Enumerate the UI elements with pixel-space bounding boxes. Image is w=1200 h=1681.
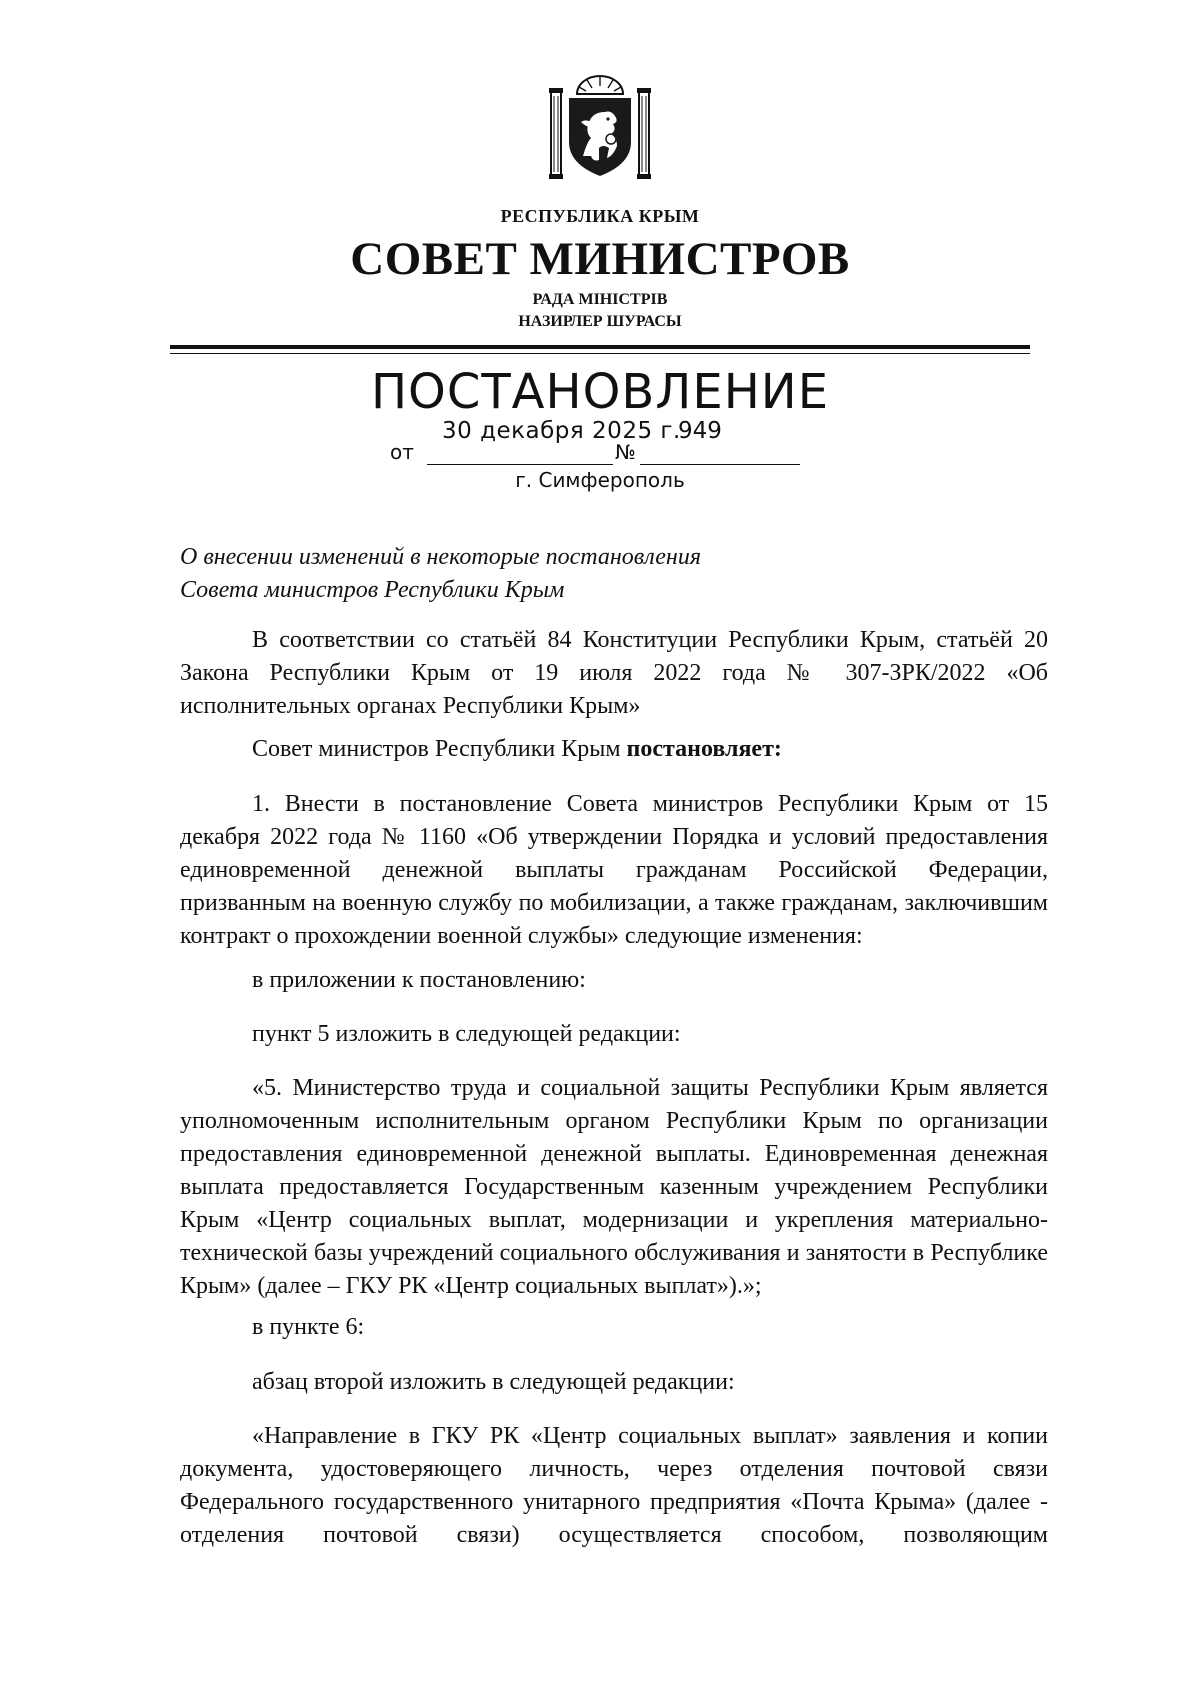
decides-text: Совет министров Республики Крым [252, 736, 627, 762]
number-label: № [615, 440, 636, 464]
number-underline [640, 464, 800, 465]
paragraph-2-text: «Направление в ГКУ РК «Центр социальных выплат» заявления и копии документа, удостоверяющего личность, через отделения почтовой связи Федерального государственного унитарного предприятия «Почта Крыма» (далее - отделения почтовой связи) осуществляется способом, позволяющим [180, 1423, 1048, 1548]
council-name-ukrainian: РАДА МІНІСТРІВ [532, 291, 668, 308]
date-underline [427, 464, 613, 465]
header-divider-thick [170, 345, 1030, 349]
point-6-paragraph: в пункте 6: [252, 1314, 365, 1340]
point-5-text-paragraph: «5. Министерство труда и социальной защиты Республики Крым является уполномоченным исполнительным органом Республики Крым по организации предоставления единовременной денежной выплаты. Единовременная денежная выплата предоставляется Государственным казенным учреждением Республики Крым «Центр социальных выплат, модернизации и укрепления материально-технической базы учреждений социального обслуживания и занятости в Республике Крым» (далее – ГКУ РК «Центр социальных выплат»).»; [180, 1075, 1048, 1299]
paragraph-2-intro: абзац второй изложить в следующей редакции: [252, 1369, 735, 1395]
date-number-line [390, 420, 810, 466]
council-name-crimean-tatar: НАЗИРЛЕР ШУРАСЫ [518, 313, 682, 330]
legal-basis-paragraph: В соответствии со статьёй 84 Конституции Республики Крым, статьёй 20 Закона Республики Крым от 19 июля 2022 года № 307-ЗРК/2022 «Об исполнительных органах Республики Крым» [180, 627, 1048, 719]
decides-keyword: постановляет: [626, 736, 782, 762]
appendix-paragraph: в приложении к постановлению: [252, 967, 586, 993]
document-title-line-1: О внесении изменений в некоторые постановления [180, 544, 701, 570]
decree-city: г. Симферополь [515, 468, 685, 492]
date-label: от [390, 440, 414, 464]
council-name: СОВЕТ МИНИСТРОВ [350, 233, 850, 285]
coat-of-arms-crimea-icon [547, 72, 653, 184]
document-title-line-2: Совета министров Республики Крым [180, 577, 565, 603]
point-5-intro-paragraph: пункт 5 изложить в следующей редакции: [252, 1021, 681, 1047]
decree-date: 30 декабря 2025 г. [442, 418, 681, 444]
republic-name: РЕСПУБЛИКА КРЫМ [500, 206, 700, 226]
decree-number: 949 [678, 418, 722, 444]
decides-paragraph [180, 733, 1048, 766]
decree-title: ПОСТАНОВЛЕНИЕ [370, 364, 830, 420]
header-divider-thin [170, 353, 1030, 354]
item-1-paragraph: 1. Внести в постановление Совета министров Республики Крым от 15 декабря 2022 года № 1160 «Об утверждении Порядка и условий предоставления единовременной денежной выплаты гражданам Российской Федерации, призванным на военную службу по мобилизации, а также гражданам, заключившим контракт о прохождении военной службы» следующие изменения: [180, 791, 1048, 949]
